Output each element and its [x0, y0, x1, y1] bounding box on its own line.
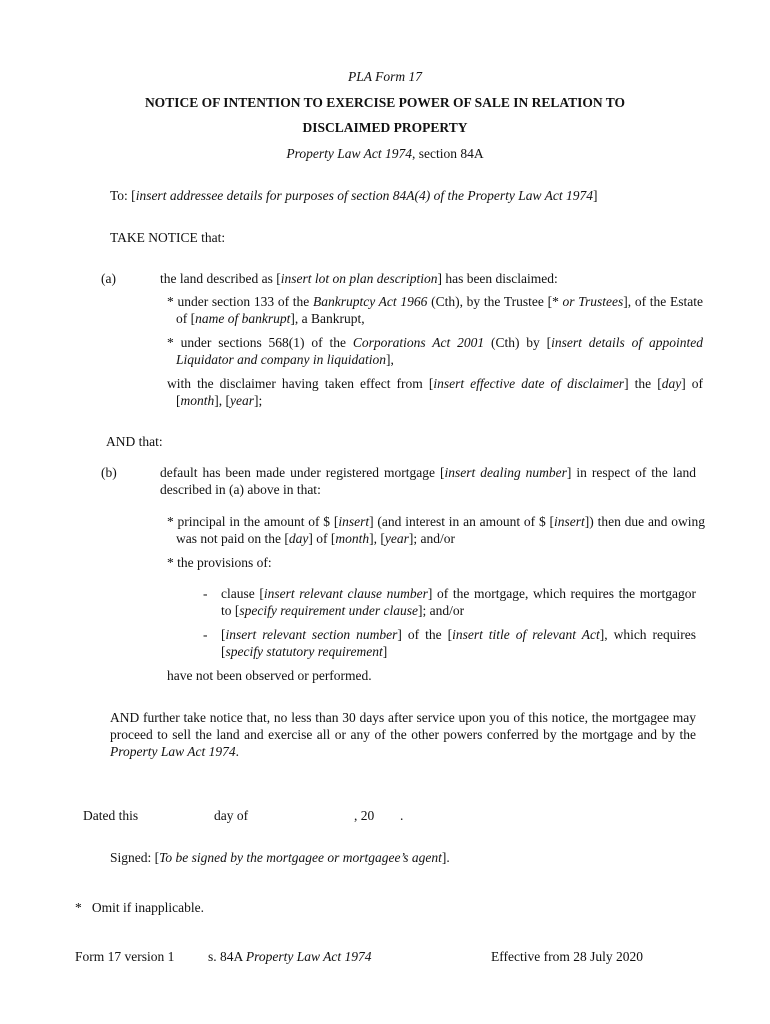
signed-line: Signed: [To be signed by the mortgagee or mortgagee’s agent].	[110, 850, 450, 865]
and-that-heading: AND that:	[106, 434, 163, 449]
para-a-effect-date: with the disclaimer having taken effect from [insert effective date of disclaimer] the [day] of [month], [year];	[167, 376, 704, 408]
section-dash: -	[203, 627, 208, 642]
para-a-text: the land described as [insert lot on plan description] has been disclaimed:	[160, 271, 558, 286]
para-b-provisions: * the provisions of:	[167, 555, 272, 570]
page-title-line1: NOTICE OF INTENTION TO EXERCISE POWER OF SALE IN RELATION TO	[144, 95, 626, 110]
para-b-clause: clause [insert relevant clause number] of the mortgage, which requires the mortgagor to [specify requirement under clause]; and/or	[221, 586, 696, 618]
para-b-text: default has been made under registered mortgage [insert dealing number] in respect of the land described in (a) above in that:	[160, 465, 697, 497]
day-of-label: day of	[214, 808, 249, 823]
para-b-label: (b)	[101, 465, 117, 480]
omit-note: * Omit if inapplicable.	[75, 900, 204, 915]
not-observed-line: have not been observed or performed.	[167, 668, 372, 683]
para-b-section: [insert relevant section number] of the [insert title of relevant Act], which requires [specify statutory requirement]	[221, 627, 697, 659]
form-label: PLA Form 17	[347, 69, 422, 84]
para-a-label: (a)	[101, 271, 116, 286]
footer-effective-date: Effective from 28 July 2020	[491, 949, 643, 964]
dated-period: .	[400, 808, 404, 823]
para-a-option-corporations: * under sections 568(1) of the Corporations Act 2001 (Cth) by [insert details of appointed Liquidator and company in liquidation],	[167, 335, 703, 367]
para-a-option-bankruptcy: * under section 133 of the Bankruptcy Act 1966 (Cth), by the Trustee [* or Trustees], of the Estate of [name of bankrupt], a Bankrupt,	[167, 294, 703, 326]
para-b-principal: * principal in the amount of $ [insert] (and interest in an amount of $ [insert]) then due and owing was not paid on the [day] of [month], [year]; and/or	[167, 514, 705, 546]
year-prefix: , 20	[354, 808, 375, 823]
dated-label: Dated this	[83, 808, 139, 823]
take-notice-heading: TAKE NOTICE that:	[110, 230, 226, 245]
footer-version: Form 17 version 1	[75, 949, 175, 964]
footer-act-reference: s. 84A Property Law Act 1974	[208, 949, 372, 964]
addressee-line: To: [insert addressee details for purposes of section 84A(4) of the Property Law Act 1974]	[110, 188, 598, 203]
clause-dash: -	[203, 586, 208, 601]
further-notice: AND further take notice that, no less than 30 days after service upon you of this notice, the mortgagee may proceed to sell the land and exercise all or any of the other powers conferred by the mortgage and by the Property Law Act 1974.	[110, 710, 696, 759]
page-title-line2: DISCLAIMED PROPERTY	[302, 120, 468, 135]
act-reference: Property Law Act 1974, section 84A	[286, 146, 484, 161]
